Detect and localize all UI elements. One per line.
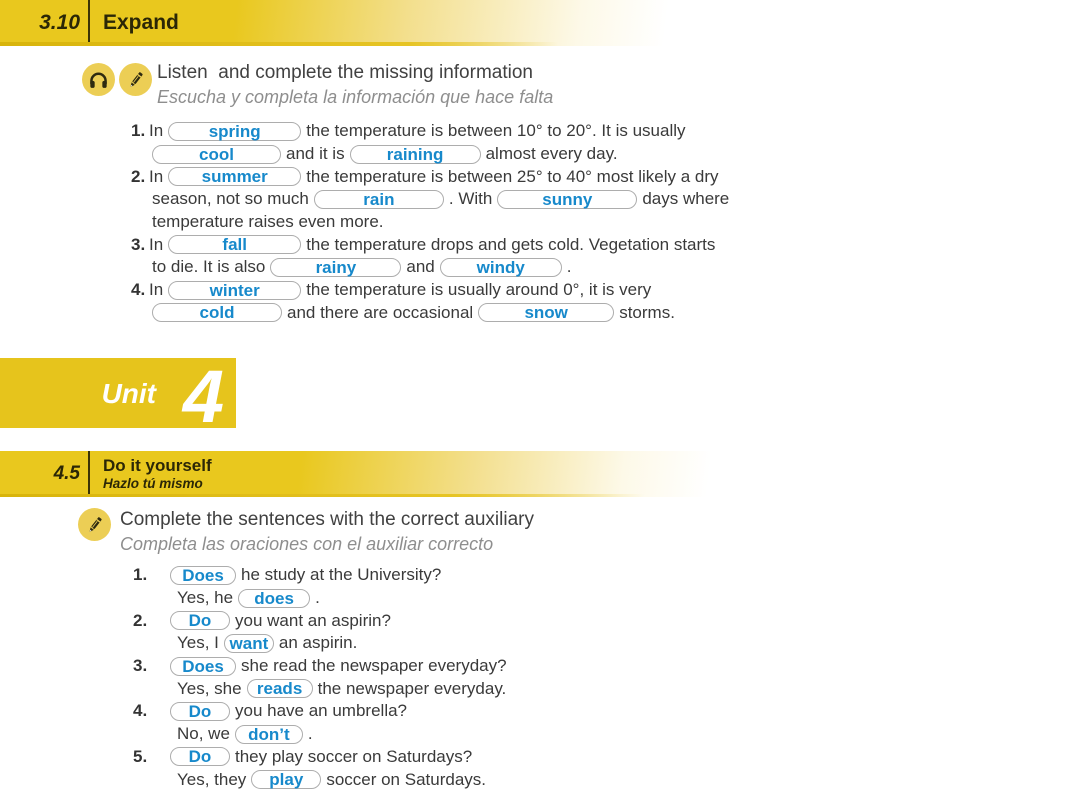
item-text: Yes, they (177, 769, 247, 789)
answer-blank[interactable] (247, 679, 313, 698)
item-text: . (566, 257, 572, 277)
answer-text: don’t (248, 724, 290, 744)
pencil-icon (78, 508, 111, 541)
answer-blank[interactable] (235, 725, 303, 744)
question-line (133, 655, 733, 678)
answer-line (133, 632, 733, 655)
answer-blank[interactable] (170, 702, 230, 721)
exercise-item-line (131, 143, 791, 166)
item-text: you want an aspirin? (235, 610, 391, 630)
answer-text: does (254, 588, 294, 608)
item-number: 4. (131, 280, 146, 300)
exercise-item-line (131, 165, 791, 188)
answer-text: Does (182, 565, 224, 585)
item-text: and (406, 257, 435, 277)
answer-blank[interactable] (238, 589, 310, 608)
item-text: storms. (619, 302, 675, 322)
instruction-english: Complete the sentences with the correct auxiliary (120, 509, 534, 530)
pencil-icon (119, 63, 152, 96)
item-number: 4. (133, 701, 148, 721)
exercise-item-line (131, 256, 791, 279)
auxiliary-exercise (133, 564, 733, 791)
section-subtitle: Hazlo tú mismo (103, 476, 203, 492)
item-text: the temperature is usually around 0°, it is very (306, 280, 652, 300)
section-title: Expand (103, 11, 179, 34)
item-number: 2. (133, 610, 148, 630)
headphones-icon (82, 63, 115, 96)
answer-text: windy (476, 257, 525, 277)
exercise-item-line (131, 233, 791, 256)
answer-text: cool (199, 144, 234, 164)
answer-blank[interactable] (478, 303, 614, 322)
answer-line (133, 587, 733, 610)
exercise-item-line (131, 211, 791, 234)
item-text: . (307, 724, 313, 744)
answer-text: Do (188, 747, 212, 767)
item-number: 2. (131, 166, 146, 186)
answer-blank[interactable] (170, 566, 236, 585)
answer-text: snow (524, 303, 568, 323)
section-number: 3.10 (39, 11, 80, 34)
item-text: . (315, 588, 320, 608)
answer-blank[interactable] (168, 235, 301, 254)
item-text: the temperature drops and gets cold. Vegetation starts (306, 234, 716, 254)
answer-text: cold (199, 303, 235, 323)
item-number: 1. (133, 565, 148, 585)
instruction-spanish: Completa las oraciones con el auxiliar correcto (120, 534, 494, 554)
answer-text: winter (209, 280, 260, 300)
question-line (133, 746, 733, 769)
answer-text: summer (201, 167, 268, 187)
item-number: 3. (131, 234, 146, 254)
item-text: Yes, I (177, 633, 219, 653)
answer-text: sunny (542, 189, 593, 209)
item-text: the temperature is between 10° to 20°. It is usually (306, 121, 686, 141)
item-text: to die. It is also (152, 257, 266, 277)
item-text: In (149, 121, 164, 141)
item-text: In (149, 234, 164, 254)
answer-blank[interactable] (170, 657, 236, 676)
answer-blank[interactable] (350, 145, 481, 164)
item-text: you have an umbrella? (235, 701, 408, 721)
answer-blank[interactable] (224, 634, 274, 653)
answer-blank[interactable] (251, 770, 321, 789)
item-text: days where (642, 189, 730, 209)
item-text: temperature raises even more. (152, 212, 384, 232)
item-text: she read the newspaper everyday? (241, 656, 507, 676)
unit-word: Unit (101, 378, 156, 409)
answer-blank[interactable] (168, 167, 301, 186)
item-number: 5. (133, 746, 148, 766)
answer-blank[interactable] (440, 258, 562, 277)
item-text: In (149, 166, 164, 186)
question-line (133, 700, 733, 723)
item-number: 1. (131, 121, 146, 141)
exercise-item-line (131, 302, 791, 325)
section-bar-diy (0, 451, 1074, 497)
answer-blank[interactable] (152, 303, 282, 322)
answer-text: Do (188, 611, 212, 631)
item-text: an aspirin. (278, 633, 358, 653)
exercise2-instructions (120, 509, 534, 555)
answer-text: want (229, 633, 269, 653)
exercise-item-line (131, 279, 791, 302)
answer-blank[interactable] (170, 611, 230, 630)
answer-blank[interactable] (168, 281, 301, 300)
exercise1-instructions (157, 62, 553, 108)
answer-text: spring (208, 121, 261, 141)
listening-exercise (131, 120, 791, 324)
section-number: 4.5 (53, 463, 80, 484)
answer-text: reads (256, 679, 303, 699)
item-text: In (149, 280, 164, 300)
answer-blank[interactable] (270, 258, 401, 277)
item-text: . With (448, 189, 493, 209)
item-text: season, not so much (152, 189, 309, 209)
item-text: and there are occasional (287, 302, 474, 322)
answer-text: Do (188, 701, 212, 721)
item-text: Yes, she (177, 678, 242, 698)
item-text: almost every day. (485, 144, 618, 164)
answer-text: rainy (315, 257, 357, 277)
item-text: the temperature is between 25° to 40° most likely a dry (306, 166, 719, 186)
item-text: and it is (286, 144, 345, 164)
answer-line (133, 723, 733, 746)
answer-line (133, 677, 733, 700)
unit-number: 4 (182, 355, 224, 439)
answer-blank[interactable] (170, 747, 230, 766)
item-text: he study at the University? (241, 565, 442, 585)
answer-blank[interactable] (497, 190, 637, 209)
exercise-item-line (131, 120, 791, 143)
answer-blank[interactable] (152, 145, 281, 164)
question-line (133, 564, 733, 587)
item-text: Yes, he (177, 588, 234, 608)
answer-text: raining (386, 144, 444, 164)
answer-text: Does (182, 656, 224, 676)
item-text: No, we (177, 724, 230, 744)
unit-banner (0, 355, 236, 439)
instruction-english: Listen and complete the missing information (157, 62, 533, 83)
item-text: the newspaper everyday. (317, 678, 507, 698)
item-text: they play soccer on Saturdays? (235, 746, 473, 766)
answer-blank[interactable] (314, 190, 444, 209)
answer-line (133, 768, 733, 791)
question-line (133, 609, 733, 632)
section-bar-expand (0, 0, 1074, 46)
answer-text: fall (222, 235, 247, 255)
section-title: Do it yourself (103, 455, 212, 475)
answer-blank[interactable] (168, 122, 301, 141)
answer-text: rain (363, 189, 395, 209)
answer-text: play (269, 770, 304, 790)
instruction-spanish: Escucha y completa la información que hace falta (157, 87, 554, 107)
item-number: 3. (133, 656, 148, 676)
exercise-item-line (131, 188, 791, 211)
item-text: soccer on Saturdays. (326, 769, 487, 789)
